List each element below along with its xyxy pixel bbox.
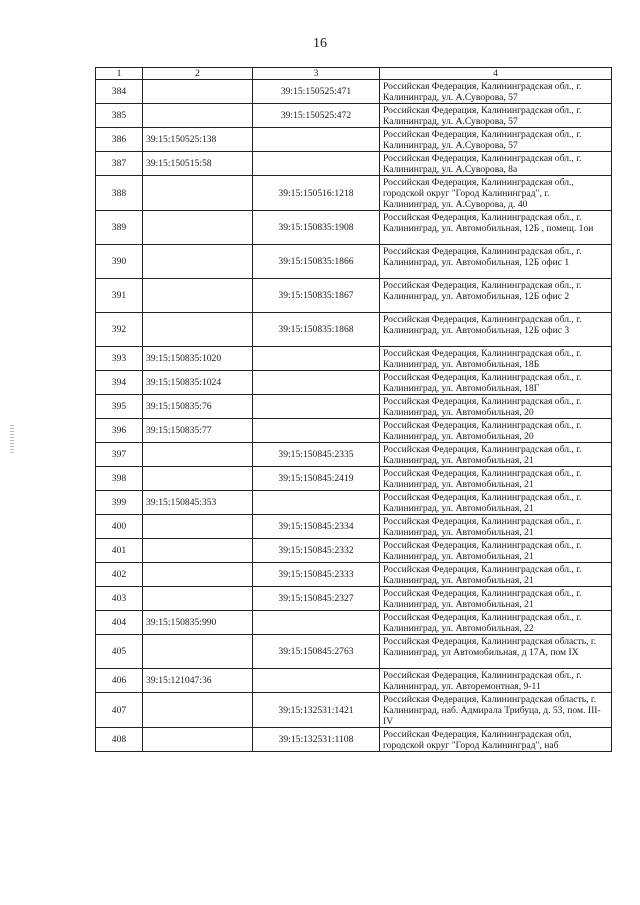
cadastral-number-land: 39:15:150515:58 [143, 152, 253, 176]
cadastral-number-building: 39:15:150525:471 [253, 80, 380, 104]
table-row [96, 152, 612, 176]
row-number: 390 [96, 245, 143, 279]
cadastral-number-building: 39:15:150845:2332 [253, 539, 380, 563]
cadastral-number-building [253, 669, 380, 693]
table-row [96, 467, 612, 491]
cadastral-number-land [143, 313, 253, 347]
cadastral-number-land: 39:15:150835:1020 [143, 347, 253, 371]
cadastral-number-building [253, 611, 380, 635]
cadastral-number-land: 39:15:150835:77 [143, 419, 253, 443]
row-number: 399 [96, 491, 143, 515]
cadastral-number-building [253, 371, 380, 395]
row-number: 397 [96, 443, 143, 467]
table-row [96, 419, 612, 443]
cadastral-number-building: 39:15:150835:1908 [253, 211, 380, 245]
address-cell: Российская Федерация, Калининградская обл., г. Калининград, ул. А.Суворова, 57 [380, 80, 612, 104]
cadastral-number-land [143, 211, 253, 245]
column-header-2: 2 [143, 68, 253, 80]
scan-artifact [10, 425, 14, 453]
table-body [96, 80, 612, 752]
row-number: 395 [96, 395, 143, 419]
row-number: 389 [96, 211, 143, 245]
table-row [96, 587, 612, 611]
table-row [96, 176, 612, 211]
row-number: 402 [96, 563, 143, 587]
address-cell: Российская Федерация, Калининградская обл., г. Калининград, ул. Автомобильная, 21 [380, 443, 612, 467]
row-number: 401 [96, 539, 143, 563]
cadastral-number-building: 39:15:150835:1868 [253, 313, 380, 347]
row-number: 404 [96, 611, 143, 635]
cadastral-number-building [253, 152, 380, 176]
cadastral-number-building: 39:15:150845:2333 [253, 563, 380, 587]
cadastral-number-land: 39:15:150845:353 [143, 491, 253, 515]
row-number: 385 [96, 104, 143, 128]
cadastral-number-land [143, 467, 253, 491]
row-number: 400 [96, 515, 143, 539]
page-number: 16 [313, 36, 327, 51]
cadastral-number-land: 39:15:150835:990 [143, 611, 253, 635]
row-number: 393 [96, 347, 143, 371]
table-row [96, 693, 612, 728]
row-number: 398 [96, 467, 143, 491]
address-cell: Российская Федерация, Калининградская обл., г. Калининград, ул. Автомобильная, 21 [380, 515, 612, 539]
row-number: 384 [96, 80, 143, 104]
cadastral-number-building: 39:15:150845:2419 [253, 467, 380, 491]
table-row [96, 669, 612, 693]
cadastral-number-building: 39:15:150845:2327 [253, 587, 380, 611]
address-cell: Российская Федерация, Калининградская обл., г. Калининград, ул. Автомобильная, 12Б офис 1 [380, 245, 612, 279]
address-cell: Российская Федерация, Калининградская обл., г. Калининград, ул. Автомобильная, 18Г [380, 371, 612, 395]
cadastral-number-building [253, 347, 380, 371]
row-number: 394 [96, 371, 143, 395]
cadastral-number-land: 39:15:121047:36 [143, 669, 253, 693]
cadastral-number-building: 39:15:150525:472 [253, 104, 380, 128]
cadastral-number-land: 39:15:150525:138 [143, 128, 253, 152]
table-row [96, 104, 612, 128]
cadastral-number-building: 39:15:150845:2334 [253, 515, 380, 539]
table-row [96, 245, 612, 279]
cadastral-number-building [253, 395, 380, 419]
address-cell: Российская Федерация, Калининградская обл., г. Калининград, ул. Авторемонтная, 9-11 [380, 669, 612, 693]
address-cell: Российская Федерация, Калининградская обл, городской округ "Город Калининград", наб [380, 728, 612, 752]
cadastral-number-land [143, 728, 253, 752]
cadastral-number-land [143, 587, 253, 611]
address-cell: Российская Федерация, Калининградская обл., г. Калининград, ул. А.Суворова, 57 [380, 128, 612, 152]
table-row [96, 211, 612, 245]
cadastral-number-building: 39:15:150835:1867 [253, 279, 380, 313]
table-row [96, 128, 612, 152]
address-cell: Российская Федерация, Калининградская обл., г. Калининград, ул. Автомобильная, 21 [380, 467, 612, 491]
table-row [96, 563, 612, 587]
cadastral-number-building: 39:15:132531:1421 [253, 693, 380, 728]
table-row [96, 611, 612, 635]
address-cell: Российская Федерация, Калининградская обл., г. Калининград, ул. Автомобильная, 20 [380, 419, 612, 443]
address-cell: Российская Федерация, Калининградская обл., г. Калининград, ул. Автомобильная, 12Б офис 2 [380, 279, 612, 313]
address-cell: Российская Федерация, Калининградская обл., г. Калининград, ул. Автомобильная, 22 [380, 611, 612, 635]
cadastral-number-land [143, 635, 253, 669]
address-cell: Российская Федерация, Калининградская область, г. Калининград, наб. Адмирала Трибуца, д. 53, пом. III-IV [380, 693, 612, 728]
table-row [96, 395, 612, 419]
row-number: 408 [96, 728, 143, 752]
address-cell: Российская Федерация, Калининградская область, г. Калининград, ул Автомобильная, д 17А, пом IX [380, 635, 612, 669]
cadastral-table [95, 67, 612, 752]
row-number: 388 [96, 176, 143, 211]
address-cell: Российская Федерация, Калининградская обл., г. Калининград, ул. А.Суворова, 57 [380, 104, 612, 128]
row-number: 403 [96, 587, 143, 611]
cadastral-number-building [253, 491, 380, 515]
cadastral-number-building: 39:15:150835:1866 [253, 245, 380, 279]
cadastral-number-building: 39:15:150516:1218 [253, 176, 380, 211]
cadastral-number-building [253, 419, 380, 443]
row-number: 406 [96, 669, 143, 693]
table-row [96, 491, 612, 515]
row-number: 407 [96, 693, 143, 728]
cadastral-number-land [143, 104, 253, 128]
address-cell: Российская Федерация, Калининградская обл., г. Калининград, ул. Автомобильная, 21 [380, 539, 612, 563]
row-number: 386 [96, 128, 143, 152]
address-cell: Российская Федерация, Калининградская обл., г. Калининград, ул. Автомобильная, 18Б [380, 347, 612, 371]
table-row [96, 80, 612, 104]
table-row [96, 539, 612, 563]
cadastral-number-land: 39:15:150835:1024 [143, 371, 253, 395]
cadastral-number-land [143, 443, 253, 467]
cadastral-number-building [253, 128, 380, 152]
address-cell: Российская Федерация, Калининградская обл., г. Калининград, ул. Автомобильная, 12Б , помещ. 1ои [380, 211, 612, 245]
row-number: 396 [96, 419, 143, 443]
row-number: 392 [96, 313, 143, 347]
cadastral-number-land [143, 693, 253, 728]
table-row [96, 371, 612, 395]
cadastral-number-land [143, 279, 253, 313]
address-cell: Российская Федерация, Калининградская обл., г. Калининград, ул. Автомобильная, 21 [380, 491, 612, 515]
cadastral-number-land [143, 176, 253, 211]
column-header-1: 1 [96, 68, 143, 80]
table-row [96, 443, 612, 467]
table-row [96, 313, 612, 347]
address-cell: Российская Федерация, Калининградская обл., г. Калининград, ул. А.Суворова, 8а [380, 152, 612, 176]
table-row [96, 728, 612, 752]
row-number: 405 [96, 635, 143, 669]
table-row [96, 515, 612, 539]
cadastral-number-land [143, 515, 253, 539]
address-cell: Российская Федерация, Калининградская обл., г. Калининград, ул. Автомобильная, 21 [380, 563, 612, 587]
cadastral-number-building: 39:15:150845:2335 [253, 443, 380, 467]
column-header-3: 3 [253, 68, 380, 80]
table-row [96, 279, 612, 313]
cadastral-number-land [143, 539, 253, 563]
cadastral-number-land [143, 245, 253, 279]
cadastral-number-land [143, 80, 253, 104]
table-header-row [96, 68, 612, 80]
table-row [96, 635, 612, 669]
column-header-4: 4 [380, 68, 612, 80]
address-cell: Российская Федерация, Калининградская обл., г. Калининград, ул. Автомобильная, 21 [380, 587, 612, 611]
cadastral-number-building: 39:15:150845:2763 [253, 635, 380, 669]
cadastral-number-land: 39:15:150835:76 [143, 395, 253, 419]
cadastral-number-land [143, 563, 253, 587]
row-number: 391 [96, 279, 143, 313]
address-cell: Российская Федерация, Калининградская обл., г. Калининград, ул. Автомобильная, 12Б офис 3 [380, 313, 612, 347]
table-row [96, 347, 612, 371]
address-cell: Российская Федерация, Калининградская обл., городской округ "Город Калининград", г. Калининград, ул. А.Суворова, д. 40 [380, 176, 612, 211]
cadastral-number-building: 39:15:132531:1108 [253, 728, 380, 752]
row-number: 387 [96, 152, 143, 176]
address-cell: Российская Федерация, Калининградская обл., г. Калининград, ул. Автомобильная, 20 [380, 395, 612, 419]
